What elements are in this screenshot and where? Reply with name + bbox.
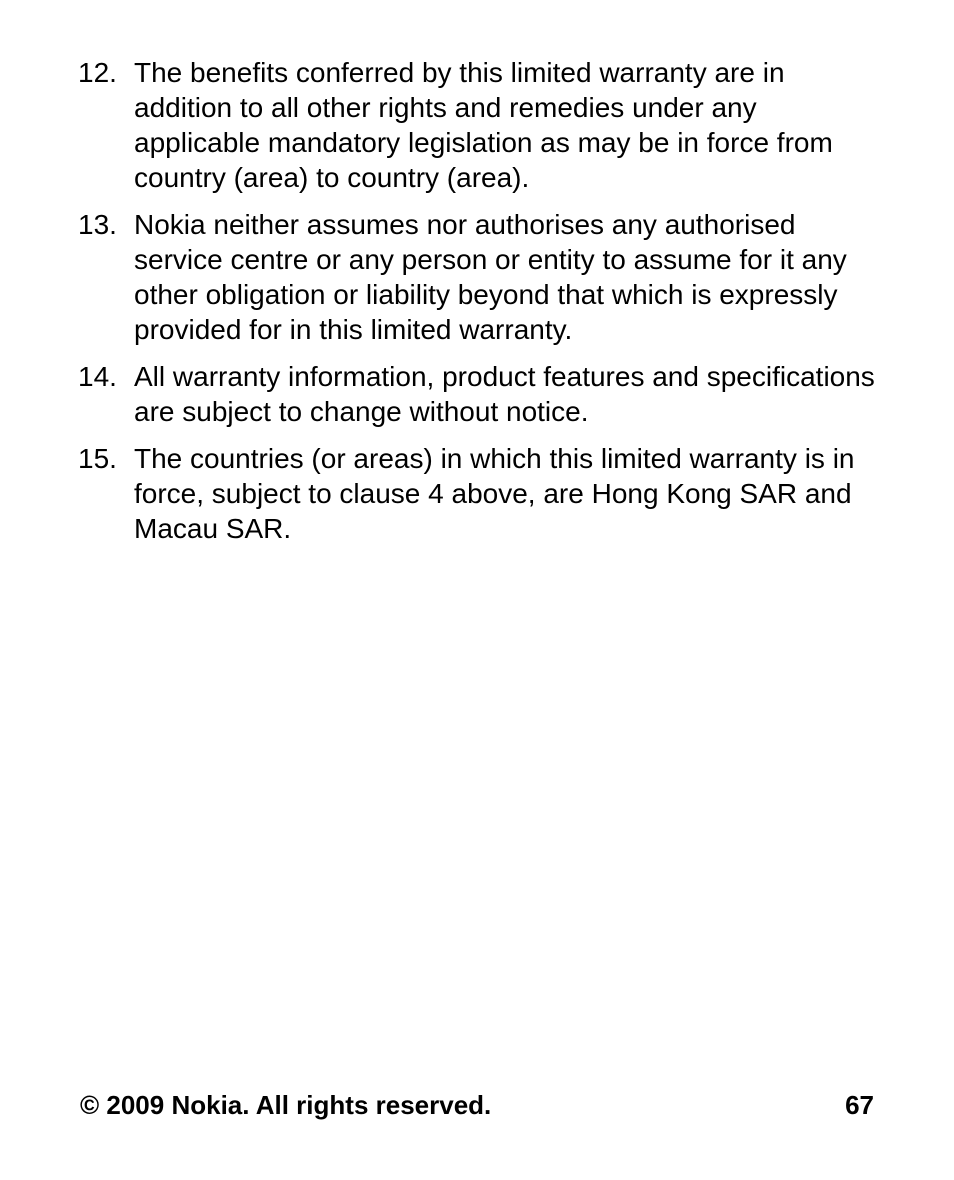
page-footer — [80, 1088, 874, 1122]
warranty-clause-15 — [78, 441, 878, 546]
clause-number: 14. — [78, 361, 117, 392]
clause-text: All warranty information, product features and specifications are subject to change without notice. — [134, 361, 875, 427]
warranty-clause-13 — [78, 207, 878, 347]
clause-text: The countries (or areas) in which this limited warranty is in force, subject to clause 4 above, are Hong Kong SAR and Macau SAR. — [134, 443, 855, 544]
warranty-clause-12 — [78, 55, 878, 195]
page-number: 67 — [845, 1089, 874, 1120]
warranty-clause-list — [78, 55, 878, 558]
clause-text: Nokia neither assumes nor authorises any authorised service centre or any person or entity to assume for it any other obligation or liability beyond that which is expressly provided for in this limited warranty. — [134, 209, 847, 345]
copyright-notice: © 2009 Nokia. All rights reserved. — [80, 1089, 492, 1120]
clause-number: 15. — [78, 443, 117, 474]
clause-number: 12. — [78, 57, 117, 88]
clause-number: 13. — [78, 209, 117, 240]
warranty-clause-14 — [78, 359, 878, 429]
clause-text: The benefits conferred by this limited warranty are in addition to all other rights and remedies under any applicable mandatory legislation as may be in force from country (area) to country (area). — [134, 57, 833, 193]
